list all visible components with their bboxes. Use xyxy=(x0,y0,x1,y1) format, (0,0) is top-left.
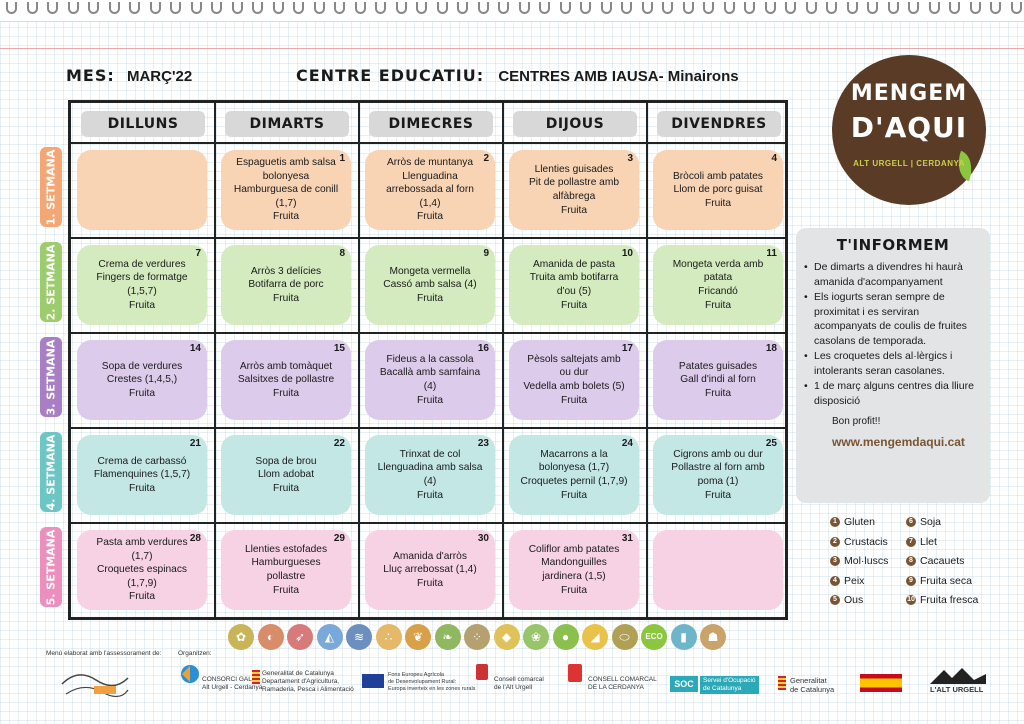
binding-ring xyxy=(744,2,755,14)
dish-line: Pèsols saltejats amb xyxy=(527,353,621,365)
menu-cell xyxy=(509,435,639,515)
binding-ring xyxy=(437,2,448,14)
dish-line: (4) xyxy=(423,381,437,392)
menu-cell xyxy=(221,435,351,515)
dish-line: Fricandó xyxy=(698,286,738,297)
menu-cell xyxy=(509,150,639,230)
centre-value: CENTRES AMB IAUSA- Minairons xyxy=(498,68,739,85)
day-number: 18 xyxy=(765,343,777,354)
allergen-label: Gluten xyxy=(844,516,875,528)
allergen-label: Fruita fresca xyxy=(920,594,979,606)
allergen-item xyxy=(830,594,863,606)
dish-line: Llenties estofades xyxy=(244,543,328,555)
day-number: 4 xyxy=(771,153,777,164)
vegetable-icon: ❧ xyxy=(435,624,461,650)
dish-line: Mongeta vermella xyxy=(389,265,471,277)
day-header: DIMARTS xyxy=(225,111,349,137)
logo-line-2: D'AQUI xyxy=(850,111,968,144)
dish-line: Fruita xyxy=(416,292,444,304)
binding-ring xyxy=(990,2,1001,14)
allergen-label: Ous xyxy=(844,594,864,606)
grid-column-divider xyxy=(646,103,648,617)
dish-line: Fruita xyxy=(272,482,300,494)
info-title: T'INFORMEM xyxy=(836,236,950,254)
oil-icon: ⬭ xyxy=(612,624,638,650)
dish-line: (1,4) xyxy=(419,197,441,209)
dish-line: Coliflor amb patates xyxy=(528,543,620,555)
week-tab xyxy=(40,242,62,322)
allergen-item xyxy=(906,575,972,587)
dish-line: Llenguadina amb salsa xyxy=(377,462,483,474)
logo-line-3: ALT URGELL | CERDANYA xyxy=(853,159,965,168)
info-item: • 1 de març alguns centres dia lliure disposició xyxy=(804,379,984,408)
week-tab xyxy=(40,147,62,227)
allergen-label: Peix xyxy=(844,574,865,587)
dish-line: Fruita xyxy=(704,197,732,209)
dish-line: Fruita xyxy=(416,489,444,501)
menu-cell xyxy=(653,435,783,515)
dish-line: Mongeta verda amb xyxy=(672,258,764,270)
day-number: 8 xyxy=(339,248,345,259)
menu-cell xyxy=(77,435,207,515)
menu-grid xyxy=(68,100,788,620)
allergen-item xyxy=(830,516,875,528)
binding-ring xyxy=(375,2,386,14)
soc-text: Servei d'Ocupació de Catalunya xyxy=(700,676,759,694)
binding-ring xyxy=(478,2,489,14)
dish-line: Croquetes espinacs xyxy=(96,564,188,576)
eu-flag xyxy=(362,674,384,688)
info-list xyxy=(796,254,990,408)
dish-line: Amanida de pasta xyxy=(532,258,616,270)
binding-ring xyxy=(683,2,694,14)
day-number: 15 xyxy=(333,343,345,354)
binding-ring xyxy=(601,2,612,14)
dish-line: Vedella amb bolets (5) xyxy=(523,381,625,392)
menu-cell xyxy=(509,245,639,325)
binding-ring xyxy=(724,2,735,14)
binding-ring xyxy=(908,2,919,14)
dish-line: Botifarra de porc xyxy=(248,279,324,291)
dish-line: poma (1) xyxy=(697,476,739,487)
day-number: 14 xyxy=(189,343,201,354)
binding-ring xyxy=(929,2,940,14)
binding-ring xyxy=(334,2,345,14)
day-number: 28 xyxy=(189,533,201,544)
consell-alt-urgell-text: Consell comarcal de l'Alt Urgell xyxy=(494,676,544,691)
sardine-icon: ≋ xyxy=(346,624,372,650)
dish-line: d'ou (5) xyxy=(556,286,592,297)
dish-line: Arròs de muntanya xyxy=(386,157,474,169)
dish-line: Truita amb botifarra xyxy=(529,272,619,284)
feader-text: Fons Europeu Agrícola de Desenvolupament Rural: Europa inverteix en les zones rurals xyxy=(388,672,476,692)
day-number: 29 xyxy=(333,533,345,544)
dish-line: Fruita xyxy=(416,394,444,406)
dish-line: pollastre xyxy=(266,571,306,582)
dish-line: Fruita xyxy=(128,299,156,311)
day-number: 3 xyxy=(627,153,633,164)
menu-cell xyxy=(77,530,207,610)
dish-line: Crema de verdures xyxy=(98,258,186,270)
dish-line: Crema de carbassó xyxy=(97,455,187,467)
binding-ring xyxy=(765,2,776,14)
grid-row-divider xyxy=(71,522,785,524)
dish-line: Fingers de formatge xyxy=(96,272,188,284)
dish-line: Fruita xyxy=(560,394,588,406)
day-number: 24 xyxy=(621,438,633,449)
organitzen-label: Organitzen: xyxy=(178,650,212,657)
centre-label: CENTRE EDUCATIU: xyxy=(296,66,485,85)
allergen-label: Fruita seca xyxy=(920,574,972,587)
allergen-label: Soja xyxy=(920,516,942,528)
binding-ring xyxy=(293,2,304,14)
binding-ring xyxy=(150,2,161,14)
allergen-number: 6 xyxy=(906,517,916,527)
footer-logos xyxy=(0,650,1024,724)
grid-column-divider xyxy=(358,103,360,617)
grid-column-divider xyxy=(502,103,504,617)
month-value: MARÇ'22 xyxy=(126,68,193,85)
cheese-icon: ◢ xyxy=(582,624,608,650)
meat-icon: ◐ xyxy=(258,624,284,650)
binding-ring xyxy=(519,2,530,14)
legume-icon: ⁘ xyxy=(464,624,490,650)
dish-line: Fruita xyxy=(272,387,300,399)
dish-line: Cassó amb salsa (4) xyxy=(383,279,477,291)
info-item: • De dimarts a divendres hi haurà amanida d'acompanyament xyxy=(804,260,984,289)
dish-line: Macarrons a la xyxy=(540,448,608,460)
bon-profit: Bon profit!! xyxy=(832,416,881,427)
dish-line: Fruita xyxy=(416,211,444,223)
dish-line: Pasta amb verdures xyxy=(96,537,188,549)
binding-ring xyxy=(232,2,243,14)
dish-line: ou dur xyxy=(559,367,589,379)
binding-ring xyxy=(662,2,673,14)
dish-line: Gall d'indi al forn xyxy=(680,374,756,386)
binding-ring xyxy=(68,2,79,14)
dish-line: Sopa de brou xyxy=(255,455,317,467)
info-item: • Les croquetes dels al·lèrgics i intolerants seran casolanes. xyxy=(804,349,984,378)
binding-ring xyxy=(47,2,58,14)
allergen-item xyxy=(830,555,888,567)
binding-ring xyxy=(826,2,837,14)
dish-line: Cigrons amb ou dur xyxy=(673,448,763,460)
dish-line: Fruita xyxy=(272,211,300,223)
dish-line: Hamburgueses xyxy=(251,557,321,569)
menu-cell xyxy=(77,340,207,420)
dish-line: Fruita xyxy=(704,387,732,399)
allergen-number: 7 xyxy=(906,537,916,547)
binding-ring xyxy=(498,2,509,14)
week-tab xyxy=(40,337,62,417)
dish-line: Arròs amb tomàquet xyxy=(239,360,333,372)
allergen-number: 4 xyxy=(830,576,840,586)
binding-ring xyxy=(416,2,427,14)
consell-cerdanya-text: CONSELL COMARCAL DE LA CERDANYA xyxy=(588,676,657,691)
dish-line: (4) xyxy=(423,476,437,487)
consorci-logo xyxy=(180,662,200,686)
menu-cell xyxy=(653,340,783,420)
dish-line: Fruita xyxy=(560,489,588,501)
binding-ring xyxy=(1011,2,1022,14)
dish-line: jardinera (1,5) xyxy=(542,571,606,582)
day-number: 16 xyxy=(477,343,489,354)
dish-line: Llom adobat xyxy=(257,469,315,481)
binding-ring xyxy=(170,2,181,14)
dish-line: Croquetes pernil (1,7,9) xyxy=(520,476,628,487)
dish-line: Pollastre al forn amb xyxy=(671,462,765,474)
dish-line: Mandonguilles xyxy=(541,557,607,569)
binding-ring xyxy=(191,2,202,14)
binding-ring xyxy=(355,2,366,14)
day-number: 10 xyxy=(621,248,633,259)
menu-cell xyxy=(509,340,639,420)
wheat-icon: ❦ xyxy=(405,624,431,650)
dish-line: Flamenquines (1,5,7) xyxy=(93,469,191,481)
dish-line: Fruita xyxy=(128,482,156,494)
binding-ring xyxy=(211,2,222,14)
eco-icon: ECO xyxy=(641,624,667,650)
binding-ring xyxy=(806,2,817,14)
dish-line: Lluç arrebossat (1,4) xyxy=(383,564,477,576)
day-number: 1 xyxy=(339,153,345,164)
menu-cell xyxy=(77,245,207,325)
dish-line: Patates guisades xyxy=(678,360,758,372)
binding-ring xyxy=(129,2,140,14)
binding-ring xyxy=(580,2,591,14)
day-header: DILLUNS xyxy=(81,111,205,137)
grid-row-divider xyxy=(71,427,785,429)
binding-ring xyxy=(970,2,981,14)
day-number: 23 xyxy=(477,438,489,449)
allergen-number: 5 xyxy=(830,595,840,605)
day-number: 9 xyxy=(483,248,489,259)
info-item: • Els iogurts seran sempre de proximitat i es serviran acompanyats de coulis de fruites casolans de temporada. xyxy=(804,290,984,348)
allergen-item xyxy=(830,536,888,548)
allergen-item xyxy=(906,536,937,548)
dish-line: Llom de porc guisat xyxy=(673,184,763,196)
day-number: 7 xyxy=(195,248,201,259)
binding-ring xyxy=(703,2,714,14)
binding-ring xyxy=(252,2,263,14)
dish-line: Fruita xyxy=(704,299,732,311)
binding-ring xyxy=(6,2,17,14)
allergen-number: 2 xyxy=(830,537,840,547)
binding-ring xyxy=(949,2,960,14)
binding-ring xyxy=(396,2,407,14)
day-header: DIJOUS xyxy=(513,111,637,137)
dish-line: Salsitxes de pollastre xyxy=(237,374,335,386)
milk-icon: ▮ xyxy=(671,624,697,650)
chicken-icon: ◆ xyxy=(494,624,520,650)
generalitat-agri-text: Generalitat de Catalunya Departament d'Agricultura, Ramaderia, Pesca i Alimentació xyxy=(262,670,354,693)
dish-line: Hamburguesa de conill xyxy=(233,184,339,196)
dish-line: Fruita xyxy=(272,292,300,304)
centre-header xyxy=(296,66,739,85)
soc-logo: SOC xyxy=(670,676,698,692)
binding-ring xyxy=(88,2,99,14)
seafood-icon: ◭ xyxy=(317,624,343,650)
binding-ring xyxy=(888,2,899,14)
binding-ring xyxy=(109,2,120,14)
binding-ring xyxy=(867,2,878,14)
alt-urgell-shield xyxy=(476,664,488,680)
month-header xyxy=(66,66,192,85)
dish-line: patata xyxy=(703,272,733,284)
dish-line: Llenguadina xyxy=(402,170,458,182)
dish-line: Fruita xyxy=(128,387,156,399)
dish-line: Fruita xyxy=(272,584,300,596)
grid-column-divider xyxy=(214,103,216,617)
salad-icon: ❀ xyxy=(523,624,549,650)
allergen-item xyxy=(906,516,941,528)
dish-line: Espaguetis amb salsa xyxy=(236,157,336,169)
allergen-number: 9 xyxy=(906,576,916,586)
menu-cell xyxy=(365,245,495,325)
dish-line: Bròcoli amb patates xyxy=(672,170,764,182)
day-number: 25 xyxy=(765,438,777,449)
advisor-logo xyxy=(58,664,132,702)
grain-icon: ✿ xyxy=(228,624,254,650)
alt-urgell-text: L'ALT URGELL xyxy=(930,685,984,694)
day-number: 21 xyxy=(189,438,201,449)
dish-line: bolonyesa (1,7) xyxy=(538,462,610,474)
grid-row-divider xyxy=(71,237,785,239)
menu-cell xyxy=(365,340,495,420)
binding-ring xyxy=(273,2,284,14)
allergen-number: 8 xyxy=(906,556,916,566)
menu-cell xyxy=(365,435,495,515)
menu-cell xyxy=(221,150,351,230)
allergen-label: Mol·luscs xyxy=(844,555,889,567)
dish-line: Trinxat de col xyxy=(399,448,461,460)
spain-flag-logo xyxy=(860,674,902,692)
apple-icon: ● xyxy=(553,624,579,650)
week-label: 3. SETMANA xyxy=(44,339,58,415)
day-header: DIMECRES xyxy=(369,111,493,137)
week-label: 2. SETMANA xyxy=(44,244,58,320)
allergen-number: 3 xyxy=(830,556,840,566)
week-tab xyxy=(40,432,62,512)
dish-line: Amanida d'arròs xyxy=(393,550,467,562)
bread-icon: ☗ xyxy=(700,624,726,650)
binding-ring xyxy=(642,2,653,14)
dish-line: bolonyesa xyxy=(262,170,310,182)
day-number: 30 xyxy=(477,533,489,544)
day-number: 22 xyxy=(333,438,345,449)
website-link[interactable]: www.mengemdaqui.cat xyxy=(832,435,965,449)
dish-line: (1,5,7) xyxy=(127,286,157,297)
dish-line: (1,7,9) xyxy=(127,577,157,589)
dish-line: (1,7) xyxy=(131,550,153,562)
allergen-number: 10 xyxy=(907,596,915,603)
day-number: 11 xyxy=(766,248,777,259)
binding-ring xyxy=(785,2,796,14)
generalitat-text: Generalitat de Catalunya xyxy=(790,676,835,694)
logo-line-1: MENGEM xyxy=(850,81,968,106)
week-tab xyxy=(40,527,62,607)
dish-line: Arròs 3 delícies xyxy=(250,265,322,277)
menu-cell xyxy=(365,530,495,610)
menu-cell xyxy=(221,340,351,420)
dish-line: arrebossada al forn xyxy=(386,184,474,196)
grid-row-divider xyxy=(71,142,785,144)
allergen-item xyxy=(830,575,864,587)
dish-line: Bacallà amb samfaina xyxy=(379,367,481,379)
binding-ring xyxy=(560,2,571,14)
dish-line: Crestes (1,4,5,) xyxy=(106,374,178,386)
day-number: 31 xyxy=(621,533,633,544)
consorci-text: CONSORCI GAL Alt Urgell - Cerdanya xyxy=(202,676,263,691)
advisory-label: Menú elaborat amb l'assessorament de: xyxy=(46,650,162,657)
grid-row-divider xyxy=(71,332,785,334)
allergen-label: Llet xyxy=(920,535,937,548)
binding-ring xyxy=(539,2,550,14)
day-number: 2 xyxy=(483,153,489,164)
week-label: 1. SETMANA xyxy=(44,149,58,225)
week-label: 4. SETMANA xyxy=(44,434,58,510)
allergen-item xyxy=(906,555,964,567)
rice-icon: ∴ xyxy=(376,624,402,650)
dish-line: Sopa de verdures xyxy=(101,360,183,372)
info-box xyxy=(796,228,990,503)
menu-cell xyxy=(221,530,351,610)
generalitat-flag xyxy=(778,676,786,690)
dish-line: Fruita xyxy=(416,577,444,589)
generalitat-agri-flag xyxy=(252,670,260,684)
day-header: DIVENDRES xyxy=(657,111,781,137)
dish-line: Fruita xyxy=(704,489,732,501)
top-rule xyxy=(0,48,1024,49)
mengem-daqui-logo xyxy=(832,55,986,205)
fish-icon: ➶ xyxy=(287,624,313,650)
binding-ring xyxy=(314,2,325,14)
mountains-icon xyxy=(930,666,986,684)
menu-cell xyxy=(653,245,783,325)
spiral-binding xyxy=(0,0,1024,22)
binding-ring xyxy=(457,2,468,14)
dish-line: Fruita xyxy=(560,204,588,216)
dish-line: Llenties guisades xyxy=(534,163,614,175)
binding-ring xyxy=(847,2,858,14)
month-label: MES: xyxy=(66,66,115,85)
dish-line: Fruita xyxy=(560,299,588,311)
allergen-number: 1 xyxy=(830,517,840,527)
allergen-label: Crustacis xyxy=(844,535,888,548)
binding-ring xyxy=(621,2,632,14)
dish-line: (1,7) xyxy=(275,197,297,209)
dish-line: Fruita xyxy=(560,584,588,596)
dish-line: Fruita xyxy=(128,591,156,603)
allergen-item xyxy=(906,594,978,606)
dish-line: alfàbrega xyxy=(552,191,596,202)
menu-cell xyxy=(653,530,783,610)
menu-cell xyxy=(77,150,207,230)
menu-cell xyxy=(509,530,639,610)
cerdanya-shield xyxy=(568,664,582,682)
menu-cell xyxy=(653,150,783,230)
menu-cell xyxy=(365,150,495,230)
week-label: 5. SETMANA xyxy=(44,529,58,605)
day-number: 17 xyxy=(621,343,633,354)
allergen-label: Cacauets xyxy=(920,555,965,567)
menu-cell xyxy=(221,245,351,325)
dish-line: Pit de pollastre amb xyxy=(528,177,620,189)
binding-ring xyxy=(27,2,38,14)
dish-line: Fideus a la cassola xyxy=(386,353,474,365)
